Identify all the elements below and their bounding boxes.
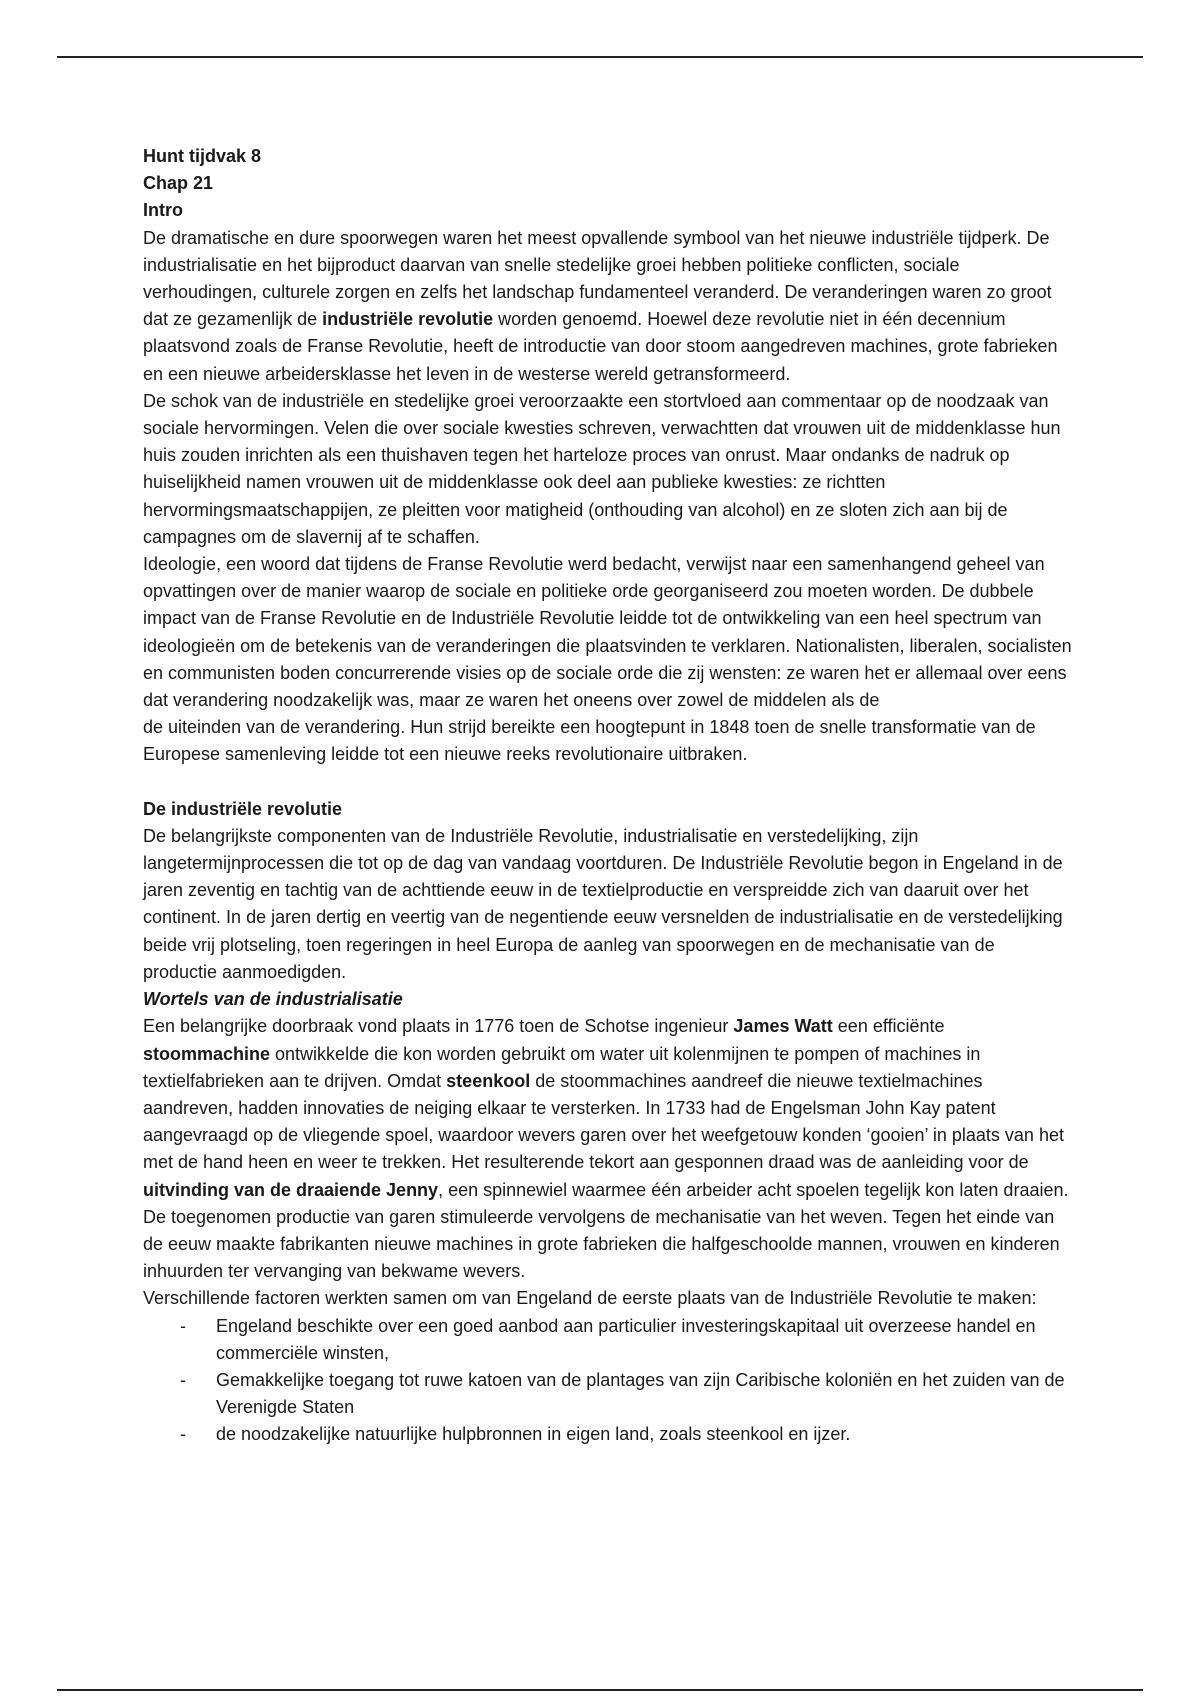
list-bullet: - [180,1315,186,1336]
bold-term: industriële revolutie [322,309,494,330]
list-item: - de noodzakelijke natuurlijke hulpbronnen in eigen land, zoals steenkool en ijzer. [143,1421,1073,1448]
bold-term: James Watt [733,1016,833,1037]
subsection-paragraph-1: Een belangrijke doorbraak vond plaats in 1776 toen de Schotse ingenieur James Watt een efficiënte stoommachine ontwikkelde die kon worden gebruikt om water uit kolenmijnen te pompen of machines in textielfabrieken aan te drijven. Omdat steenkool de stoommachines aandreef die nieuwe textielmachines aandreven, hadden innovaties de neiging elkaar te versterken. In 1733 had de Engelsman John Kay patent aangevraagd op de vliegende spoel, waardoor wevers garen over het weefgetouw konden ‘gooien’ in plaats van het met de hand heen en weer te trekken. Het resulterende tekort aan gesponnen draad was de aanleiding voor de uitvinding van de draaiende Jenny, een spinnewiel waarmee één arbeider acht spoelen tegelijk kon laten draaien. De toegenomen productie van garen stimuleerde vervolgens de mechanisatie van het weven. Tegen het einde van de eeuw maakte fabrikanten nieuwe machines in grote fabrieken die halfgeschoolde mannen, vrouwen en kinderen inhuurden ter vervanging van bekwame wevers. [143,1016,1069,1282]
bold-term: steenkool [446,1070,531,1091]
footer-rule [57,1689,1143,1691]
subsection-heading: Wortels van de industrialisatie [143,989,403,1010]
document-body [143,143,1073,1449]
intro-paragraph-1: De dramatische en dure spoorwegen waren het meest opvallende symbool van het nieuwe industriële tijdperk. De industrialisatie en het bijproduct daarvan van snelle stedelijke groei hebben politieke conflicten, sociale verhoudingen, culturele zorgen en zelfs het landschap fundamenteel veranderd. De veranderingen waren zo groot dat ze gezamenlijk de industriële revolutie worden genoemd. Hoewel deze revolutie niet in één decennium plaatsvond zoals de Franse Revolutie, heeft de introductie van door stoom aangedreven machines, grote fabrieken en een nieuwe arbeidersklasse het leven in de westerse wereld getransformeerd. [143,227,1058,384]
list-item: - Engeland beschikte over een goed aanbod aan particulier investeringskapitaal uit overzeese handel en commerciële winsten, [143,1313,1073,1367]
blank-line [143,769,1073,796]
document-title: Hunt tijdvak 8 [143,146,262,166]
intro-paragraph-3: Ideologie, een woord dat tijdens de Franse Revolutie werd bedacht, verwijst naar een samenhangend geheel van opvattingen over de manier waarop de sociale en politieke orde georganiseerd zou moeten worden. De dubbele impact van de Franse Revolutie en de Industriële Revolutie leidde tot de ontwikkeling van een heel spectrum van ideologieën om de betekenis van de veranderingen die plaatsvinden te verklaren. Nationalisten, liberalen, socialisten en communisten boden concurrerende visies op de sociale orde die zij wensten: ze waren het er allemaal over eens dat verandering noodzakelijk was, maar ze waren het oneens over zowel de middelen als de de uiteinden van de verandering. Hun strijd bereikte een hoogtepunt in 1848 toen de snelle transformatie van de Europese samenleving leidde tot een nieuwe reeks revolutionaire uitbraken. [143,554,1072,765]
section-heading: De industriële revolutie [143,798,343,819]
header-rule [57,56,1143,58]
list-bullet: - [180,1369,186,1390]
list-bullet: - [180,1424,186,1445]
intro-heading: Intro [143,200,183,221]
bold-term: uitvinding van de draaiende Jenny [143,1179,439,1200]
list-item: - Gemakkelijke toegang tot ruwe katoen van de plantages van zijn Caribische koloniën en het zuiden van de Verenigde Staten [143,1367,1073,1421]
intro-paragraph-2: De schok van de industriële en stedelijke groei veroorzaakte een stortvloed aan commentaar op de noodzaak van sociale hervormingen. Velen die over sociale kwesties schreven, verwachtten dat vrouwen uit de middenklasse hun huis zouden inrichten als een thuishaven tegen het harteloze proces van onrust. Maar ondanks de nadruk op huiselijkheid namen vrouwen uit de middenklasse ook deel aan publieke kwesties: ze richtten hervormingsmaatschappijen, ze pleitten voor matigheid (onthouding van alcohol) en ze sloten zich aan bij de campagnes om de slavernij af te schaffen. [143,390,1061,547]
chapter-label: Chap 21 [143,173,214,194]
subsection-paragraph-2: Verschillende factoren werkten samen om van Engeland de eerste plaats van de Industriële Revolutie te maken: [143,1288,1037,1309]
section-paragraph: De belangrijkste componenten van de Industriële Revolutie, industrialisatie en verstedelijking, zijn langetermijnprocessen die tot op de dag van vandaag voortduren. De Industriële Revolutie begon in Engeland in de jaren zeventig en tachtig van de achttiende eeuw in de textielproductie en verspreidde zich van daaruit over het continent. In de jaren dertig en veertig van de negentiende eeuw versnelden de industrialisatie en de verstedelijking beide vrij plotseling, toen regeringen in heel Europa de aanleg van spoorwegen en de mechanisatie van de productie aanmoedigden. [143,825,1063,982]
factor-list [143,1313,1073,1449]
bold-term: stoommachine [143,1043,271,1064]
